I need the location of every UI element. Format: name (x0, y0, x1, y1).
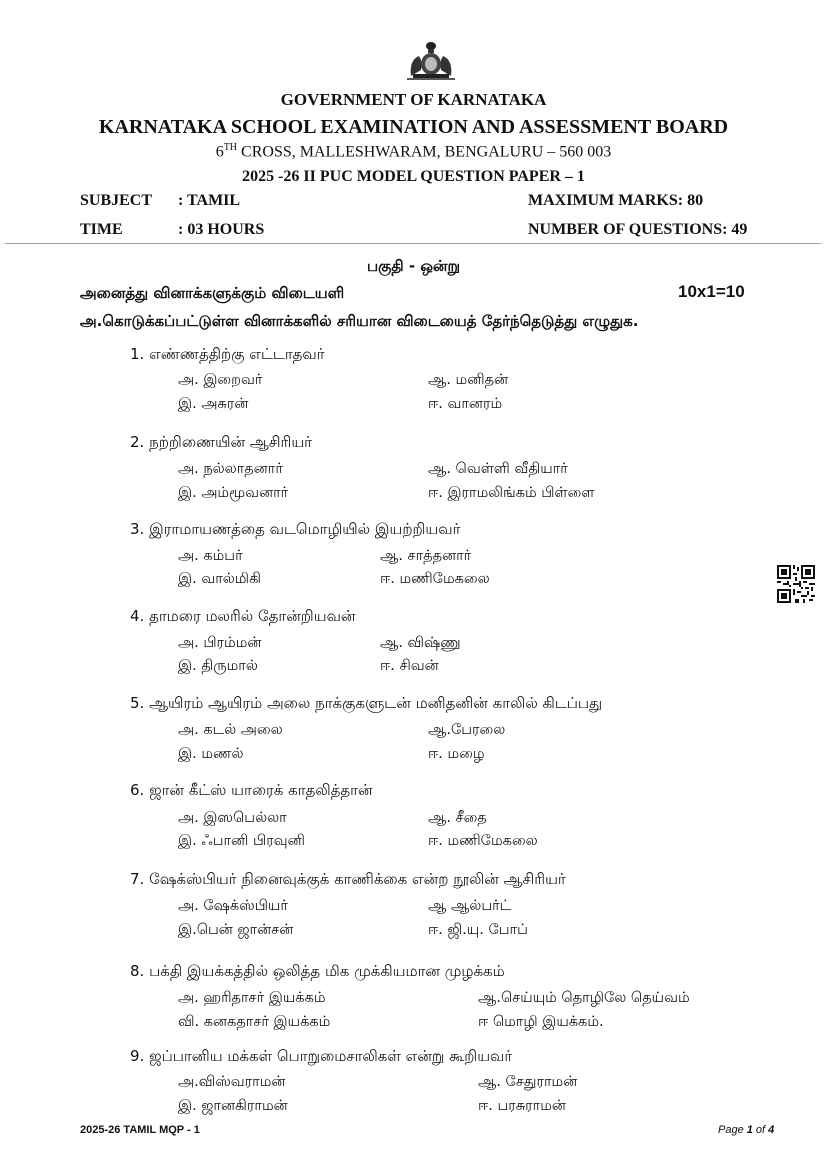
question-2-option-a: அ. நல்லாதனார் (178, 461, 283, 477)
number-of-questions: NUMBER OF QUESTIONS: 49 (528, 221, 748, 238)
question-6-option-c: இ. ஃபானி பிரவுனி (178, 833, 305, 849)
question-8-option-c: வி. கனகதாசர் இயக்கம் (178, 1014, 331, 1030)
section-title: பகுதி - ஒன்று (366, 257, 461, 275)
question-1-option-c: இ. அசுரன் (178, 396, 249, 412)
question-2-option-c: இ. அம்மூவனார் (178, 485, 289, 501)
question-1-option-d: ஈ. வானரம் (428, 396, 503, 412)
header-address: 6TH CROSS, MALLESHWARAM, BENGALURU – 560 003 (215, 142, 612, 161)
time-label: TIME (80, 221, 123, 238)
question-6: 6. ஜான் கீட்ஸ் யாரைக் காதலித்தான் (130, 781, 373, 799)
question-7-option-c: இ.பென் ஜான்சன் (178, 922, 294, 938)
question-7-option-a: அ. ஷேக்ஸ்பியர் (178, 898, 288, 914)
question-5-option-a: அ. கடல் அலை (178, 722, 283, 738)
question-4-option-b: ஆ. விஷ்ணு (380, 635, 461, 651)
section-instruction: அனைத்து வினாக்களுக்கும் விடையளி (80, 284, 345, 302)
question-6-option-d: ஈ. மணிமேகலை (428, 833, 538, 849)
question-4-option-c: இ. திருமால் (178, 658, 258, 674)
header-divider (5, 243, 821, 244)
question-3-option-a: அ. கம்பர் (178, 548, 243, 564)
question-5: 5. ஆயிரம் ஆயிரம் அலை நாக்குகளுடன் மனிதனின் காலில் கிடப்பது (130, 694, 603, 712)
question-1-option-a: அ. இறைவர் (178, 372, 263, 388)
section-marks: 10x1=10 (678, 282, 745, 301)
question-9-option-d: ஈ. பரசுராமன் (478, 1098, 566, 1114)
question-3-option-b: ஆ. சாத்தனார் (380, 548, 472, 564)
question-5-option-b: ஆ.பேரலை (428, 722, 506, 738)
question-7-option-d: ஈ. ஜி.யு. போப் (428, 922, 528, 938)
footer-page-number: Page 1 of 4 (718, 1124, 775, 1136)
header-board: KARNATAKA SCHOOL EXAMINATION AND ASSESSMENT BOARD (98, 116, 729, 138)
question-3: 3. இராமாயணத்தை வடமொழியில் இயற்றியவர் (130, 520, 461, 538)
question-9-option-c: இ. ஜானகிராமன் (178, 1098, 288, 1114)
header-paper-title: 2025 -26 II PUC MODEL QUESTION PAPER – 1 (242, 168, 585, 185)
question-1: 1. எண்ணத்திற்கு எட்டாதவர் (130, 345, 325, 363)
time-value: : 03 HOURS (178, 221, 265, 238)
question-6-option-b: ஆ. சீதை (428, 810, 487, 826)
question-2-option-b: ஆ. வெள்ளி வீதியார் (428, 461, 568, 477)
subject-value: : TAMIL (178, 192, 241, 209)
question-3-option-c: இ. வால்மிகி (178, 571, 261, 587)
question-8-option-d: ஈ மொழி இயக்கம். (478, 1014, 604, 1030)
question-3-option-d: ஈ. மணிமேகலை (380, 571, 490, 587)
question-5-option-d: ஈ. மழை (428, 746, 485, 762)
question-5-option-c: இ. மணல் (178, 746, 244, 762)
question-7: 7. ஷேக்ஸ்பியர் நினைவுக்குக் காணிக்கை என்ற நூலின் ஆசிரியர் (130, 870, 566, 888)
max-marks: MAXIMUM MARKS: 80 (528, 192, 704, 209)
header-government: GOVERNMENT OF KARNATAKA (280, 90, 547, 109)
question-4: 4. தாமரை மலரில் தோன்றியவன் (130, 607, 356, 625)
question-4-option-d: ஈ. சிவன் (380, 658, 439, 674)
question-2-option-d: ஈ. இராமலிங்கம் பிள்ளை (428, 485, 595, 501)
question-8-option-b: ஆ.செய்யும் தொழிலே தெய்வம் (478, 990, 690, 1006)
qr-code-icon (777, 565, 815, 603)
question-9: 9. ஜப்பானிய மக்கள் பொறுமைசாலிகள் என்று கூறியவர் (130, 1047, 513, 1065)
question-2: 2. நற்றிணையின் ஆசிரியர் (130, 433, 313, 451)
question-7-option-b: ஆ ஆல்பர்ட் (428, 898, 512, 914)
question-8-option-a: அ. ஹரிதாசர் இயக்கம் (178, 990, 326, 1006)
question-4-option-a: அ. பிரம்மன் (178, 635, 262, 651)
question-8: 8. பக்தி இயக்கத்தில் ஒலித்த மிக முக்கியமான முழக்கம் (130, 962, 505, 980)
question-1-option-b: ஆ. மனிதன் (428, 372, 509, 388)
footer-paper-code: 2025-26 TAMIL MQP - 1 (80, 1124, 200, 1136)
subject-label: SUBJECT (80, 192, 153, 209)
question-6-option-a: அ. இஸபெல்லா (178, 810, 287, 826)
section-sub-instruction: அ.கொடுக்கப்பட்டுள்ள வினாக்களில் சரியான விடையைத் தேர்ந்தெடுத்து எழுதுக. (80, 312, 639, 330)
question-9-option-a: அ.விஸ்வராமன் (178, 1074, 286, 1090)
karnataka-emblem-icon (405, 40, 457, 80)
question-9-option-b: ஆ. சேதுராமன் (478, 1074, 578, 1090)
